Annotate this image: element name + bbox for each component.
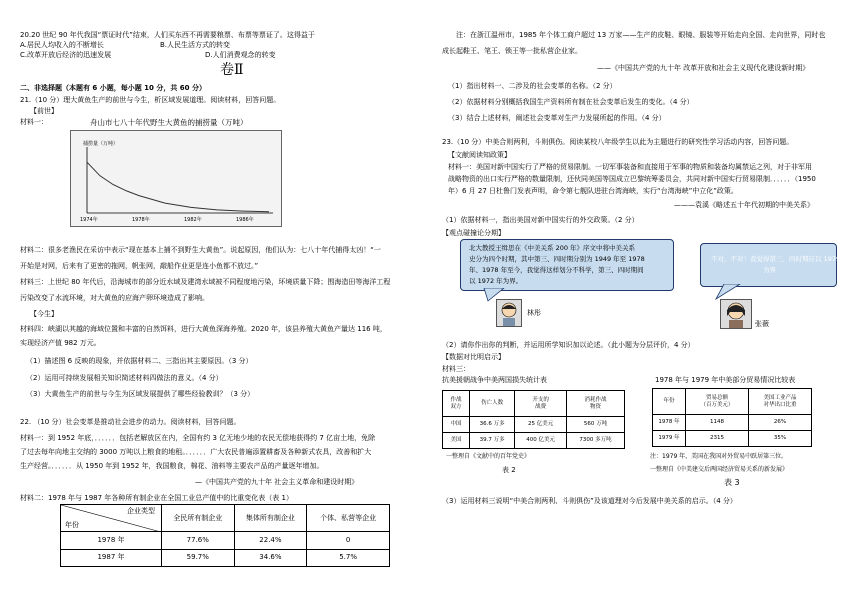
q21-sub2: （2）运用可持续发展相关知识简述材料四做法的意义。（4 分） bbox=[26, 374, 223, 382]
table2-cell: 39.7 万多 bbox=[470, 433, 515, 449]
q23-material3-label: 材料三： bbox=[442, 365, 470, 373]
bubble1-line3: 年、1978 年至今，我觉得这样划分不科学，第三、四时期间 bbox=[469, 266, 644, 274]
table3-header: 年份 bbox=[653, 389, 686, 415]
note-source: ——《中国共产党的九十年 改革开放和社会主义现代化建设新时期》 bbox=[597, 64, 810, 72]
q21-material2-line1: 材料二：很多老渔民在采访中表示“现在基本上捕不到野生大黄鱼”。说起原因，他们认为：七八十年代捕得太凶！“一 bbox=[20, 246, 381, 254]
q21-tag-now: 【今生】 bbox=[30, 310, 58, 318]
note-line2: 成长起鞋王、笔王、锁王等一批私营企业家。 bbox=[442, 47, 582, 55]
bubble2-tail bbox=[714, 284, 754, 300]
q21-tag-past: 【前世】 bbox=[30, 107, 58, 115]
table2-header: 伤亡人数 bbox=[470, 391, 515, 417]
q20-option-c: C.改革开放后经济的迅速发展 bbox=[20, 51, 112, 59]
q22-sub2: （2）依据材料分别概括我国生产资料所有制在社会变革后发生的变化。（4 分） bbox=[448, 98, 694, 106]
table3-header: 贸易总额 （百万美元） bbox=[686, 389, 749, 415]
student-lintong-illustration bbox=[496, 299, 522, 327]
table2-label: 表 2 bbox=[502, 466, 516, 474]
table1-corner-cell bbox=[61, 505, 162, 532]
fish-catch-chart-svg bbox=[71, 131, 281, 226]
q23-tag-data: 【数据对比明启示】 bbox=[442, 353, 505, 361]
table1-corner-top: 企业类型 bbox=[127, 507, 155, 515]
q22-material2-label: 材料二：1978 年与 1987 年各种所有制企业在全国工业总产值中的比重变化表（表 1） bbox=[20, 494, 293, 502]
table3-cell: 1979 年 bbox=[653, 431, 686, 447]
q23-material1-line3: 年）6 月 27 日杜鲁门发表声明，命令第七舰队进驻台湾海峡，实行“台湾海峡”中立化”政策。 bbox=[448, 187, 738, 195]
bubble1-line2: 史分为四个时期，其中第三、四时期分别为 1949 年至 1978 bbox=[469, 255, 645, 263]
table3-label: 表 3 bbox=[724, 478, 740, 487]
table3-cell: 2315 bbox=[686, 431, 749, 447]
q23-material1-line2: 战略物资的出口实行严格的数量限制，还伙同美国等国成立巴黎统筹委员会，共同对新中国实行贸易限制．．．．．．（1950 bbox=[448, 175, 816, 183]
catch-series-line bbox=[87, 162, 269, 212]
q21-material4-line1: 材料四：峡湖以其越的海域位置和丰富的自然饵料，进行大黄鱼深海养殖。2020 年，该县养殖大黄鱼产量达 116 吨， bbox=[20, 325, 387, 333]
bubble1-line4: 以 1972 年为界。 bbox=[469, 277, 523, 285]
q21-sub1: （1）描述图 6 反映的现象，并依据材料二、三指出其主要原因。（3 分） bbox=[26, 357, 253, 365]
table1-ownership bbox=[60, 504, 390, 567]
person2-name: 张薇 bbox=[755, 320, 769, 328]
q23-stem: 23.（10 分）中美合则两利，斗则俱伤。阅读某校八年级学生以此为主题进行的研究性学习活动内容，回答问题。 bbox=[442, 138, 794, 146]
table1-cell: 59.7% bbox=[162, 549, 235, 566]
table2-cell: 36.6 万多 bbox=[470, 417, 515, 433]
table2-cell: 560 万吨 bbox=[567, 417, 625, 433]
table1-header: 集体所有制企业 bbox=[234, 505, 307, 532]
chart-x-tick-label: 1974年 bbox=[80, 217, 98, 223]
section2-header: 二、非选择题（本题有 6 小题，每小题 10 分，共 60 分） bbox=[20, 84, 206, 92]
left-column bbox=[20, 0, 420, 608]
q20-stem: 20.20 世纪 90 年代我国“票证时代”结束，人们买东西不再需要粮票、布票等票证了。这得益于 bbox=[20, 31, 315, 39]
table2-cell: 美国 bbox=[443, 433, 470, 449]
table1-header: 个体、私营等企业 bbox=[307, 505, 390, 532]
table2-cell: 25 亿美元 bbox=[515, 417, 567, 433]
table1-corner-bottom: 年份 bbox=[65, 520, 79, 529]
q23-sub3: （3）运用材料三说明“中美合则两利、斗则俱伤”及该道理对今后发展中美关系的启示。（4 分） bbox=[442, 497, 737, 505]
q23-material1-source: ———袁溪《略述五十年代初期的中美关系》 bbox=[674, 201, 814, 209]
bubble1-line1: 北大教授王缉思在《中美关系 200 年》序文中将中美关系 bbox=[469, 244, 636, 252]
table3-trade-comparison bbox=[652, 388, 812, 447]
table2-cell: 400 亿美元 bbox=[515, 433, 567, 449]
q21-material4-line2: 实现经济产值 982 万元。 bbox=[20, 339, 101, 347]
q21-chart-caption: 舟山市七八十年代野生大黄鱼的捕捞量（万吨） bbox=[90, 118, 248, 127]
avatar-icon bbox=[721, 300, 751, 328]
table3-source: 一整理自《中美建交后两国经济贸易关系的新发展》 bbox=[650, 466, 789, 473]
q23-sub1: （1）依据材料一，指出美国对新中国实行的外交政策。（2 分） bbox=[442, 216, 639, 224]
bubble2-line2: 为界 bbox=[763, 266, 776, 274]
table3-header: 美国工业产品 对华出口比重 bbox=[749, 389, 812, 415]
table3-cell: 26% bbox=[749, 415, 812, 431]
table1-year: 1978 年 bbox=[61, 532, 162, 549]
chart-x-tick-label: 1982年 bbox=[184, 217, 202, 223]
table1-cell: 5.7% bbox=[307, 549, 390, 566]
q22-stem: 22. （10 分）社会变革是推动社会进步的动力。阅读材料，回答问题。 bbox=[20, 418, 241, 426]
q21-material1-label: 材料一： bbox=[20, 118, 48, 126]
q23-tag-view: 【观点碰撞论分期】 bbox=[442, 229, 505, 237]
q21-material3-line2: 污染改变了水流环境，对大黄鱼的应海产卵环境造成了影响。 bbox=[20, 294, 209, 302]
q20-option-a: A.居民人均收入的不断增长 bbox=[20, 41, 104, 49]
speech-bubble-zhangwei bbox=[700, 243, 849, 287]
table1-header: 全民所有制企业 bbox=[162, 505, 235, 532]
q21-stem: 21.（10 分）理大黄鱼生产的前世与今生，析区域发展道理。阅读材料，回答问题。 bbox=[20, 96, 281, 104]
table2-cell: 7300 多万吨 bbox=[567, 433, 625, 449]
q22-material1-line3: 生产经营。．．．．．．从 1950 年到 1952 年，我国粮食，棉花、油料等主要农产品的产量逐年增加。 bbox=[20, 462, 324, 470]
q20-option-d: D.人们消费观念的转变 bbox=[205, 51, 276, 59]
q22-sub1: （1）指出材料一、二涉及的社会变革的名称。（2 分） bbox=[448, 82, 617, 90]
q22-material1-source: —《中国共产党的九十年 社会主义革命和建设时期》 bbox=[195, 478, 359, 486]
table3-note: 注：1979 年，美国在我国对外贸易中跃居第三位。 bbox=[650, 453, 788, 460]
table1-cell: 0 bbox=[307, 532, 390, 549]
table1-year: 1987 年 bbox=[61, 549, 162, 566]
q23-material1-line1: 材料一：美国对新中国实行了严格的贸易限制。一切军事装备和直接用于军事的物质和装备均属禁运之列，对于非军用 bbox=[448, 163, 812, 171]
fish-catch-chart bbox=[70, 130, 282, 227]
q21-material3-line1: 材料三：上世纪 80 年代后，沿海城市的部分近水域及建湾水域被不同程度地污染，环境质量下降；围海造田等海洋工程 bbox=[20, 278, 391, 286]
table1-cell: 77.6% bbox=[162, 532, 235, 549]
avatar-icon bbox=[497, 300, 521, 326]
table1-cell: 34.6% bbox=[234, 549, 307, 566]
person1-name: 林彤 bbox=[527, 309, 541, 317]
volume-title: 卷Ⅱ bbox=[220, 62, 244, 78]
bubble2-line1: 不对，不对！我觉得第三、四时期应以 1979 年 bbox=[711, 255, 849, 263]
speech-bubble-lintong bbox=[460, 239, 674, 291]
table3-cell: 1978 年 bbox=[653, 415, 686, 431]
right-column bbox=[442, 0, 849, 608]
table3-caption: 1978 年与 1979 年中美部分贸易情况比较表 bbox=[655, 376, 796, 384]
table2-caption: 抗美援朝战争中美两国损失统计表 bbox=[442, 376, 547, 384]
table1-cell: 22.4% bbox=[234, 532, 307, 549]
q21-sub3: （3）大黄鱼生产的前世与今生为区域发展提供了哪些经验教训？（3 分） bbox=[26, 390, 255, 398]
q22-sub3: （3）结合上述材料，阐述社会变革对生产力发展所起的作用。（4 分） bbox=[448, 114, 666, 122]
q21-material2-line2: 开始是对网，后来有了更密的拖网，帆张网，敲船作业更是连小鱼都不放过。” bbox=[20, 262, 259, 270]
table2-header: 开支的 战费 bbox=[515, 391, 567, 417]
q22-material1-line1: 材料一：到 1952 年底，．．．．．．包括老解放区在内，全国有约 3 亿无地少地的农民无偿地获得约 7 亿亩土地，免除 bbox=[20, 434, 376, 442]
table2-korean-war-losses bbox=[442, 390, 625, 449]
student-zhangwei-illustration bbox=[720, 299, 752, 329]
table2-header: 消耗作战 物资 bbox=[567, 391, 625, 417]
q23-tag-doc: 【文献阅读知政策】 bbox=[448, 151, 511, 159]
table3-cell: 1148 bbox=[686, 415, 749, 431]
q20-option-b: B.人民生活方式的转变 bbox=[160, 41, 231, 49]
q23-sub2: （2）请你作出你的判断，并运用所学知识加以论述。（此小题为分层评价，4 分） bbox=[442, 341, 695, 349]
note-line1: 注：在浙江温州市，1985 年个体工商户超过 13 万家——生产的皮鞋、眼镜、服装等开始走向全国、走向世界，同时也 bbox=[456, 31, 826, 39]
chart-x-tick-label: 1978年 bbox=[132, 217, 150, 223]
chart-x-tick-label: 1986年 bbox=[236, 217, 254, 223]
table2-source: 一整理自《文献中的百年党史》 bbox=[446, 453, 531, 460]
table2-header: 作战 双方 bbox=[443, 391, 470, 417]
table3-cell: 35% bbox=[749, 431, 812, 447]
table2-cell: 中国 bbox=[443, 417, 470, 433]
q22-material1-line2: 了过去每年向地主交纳的 3000 万吨以上粮食的地租。．．．．．．广大农民普遍添置耕畜及各种新式农具，改善和扩大 bbox=[20, 448, 372, 456]
chart-ylabel: 捕捞量（万吨） bbox=[83, 141, 119, 147]
